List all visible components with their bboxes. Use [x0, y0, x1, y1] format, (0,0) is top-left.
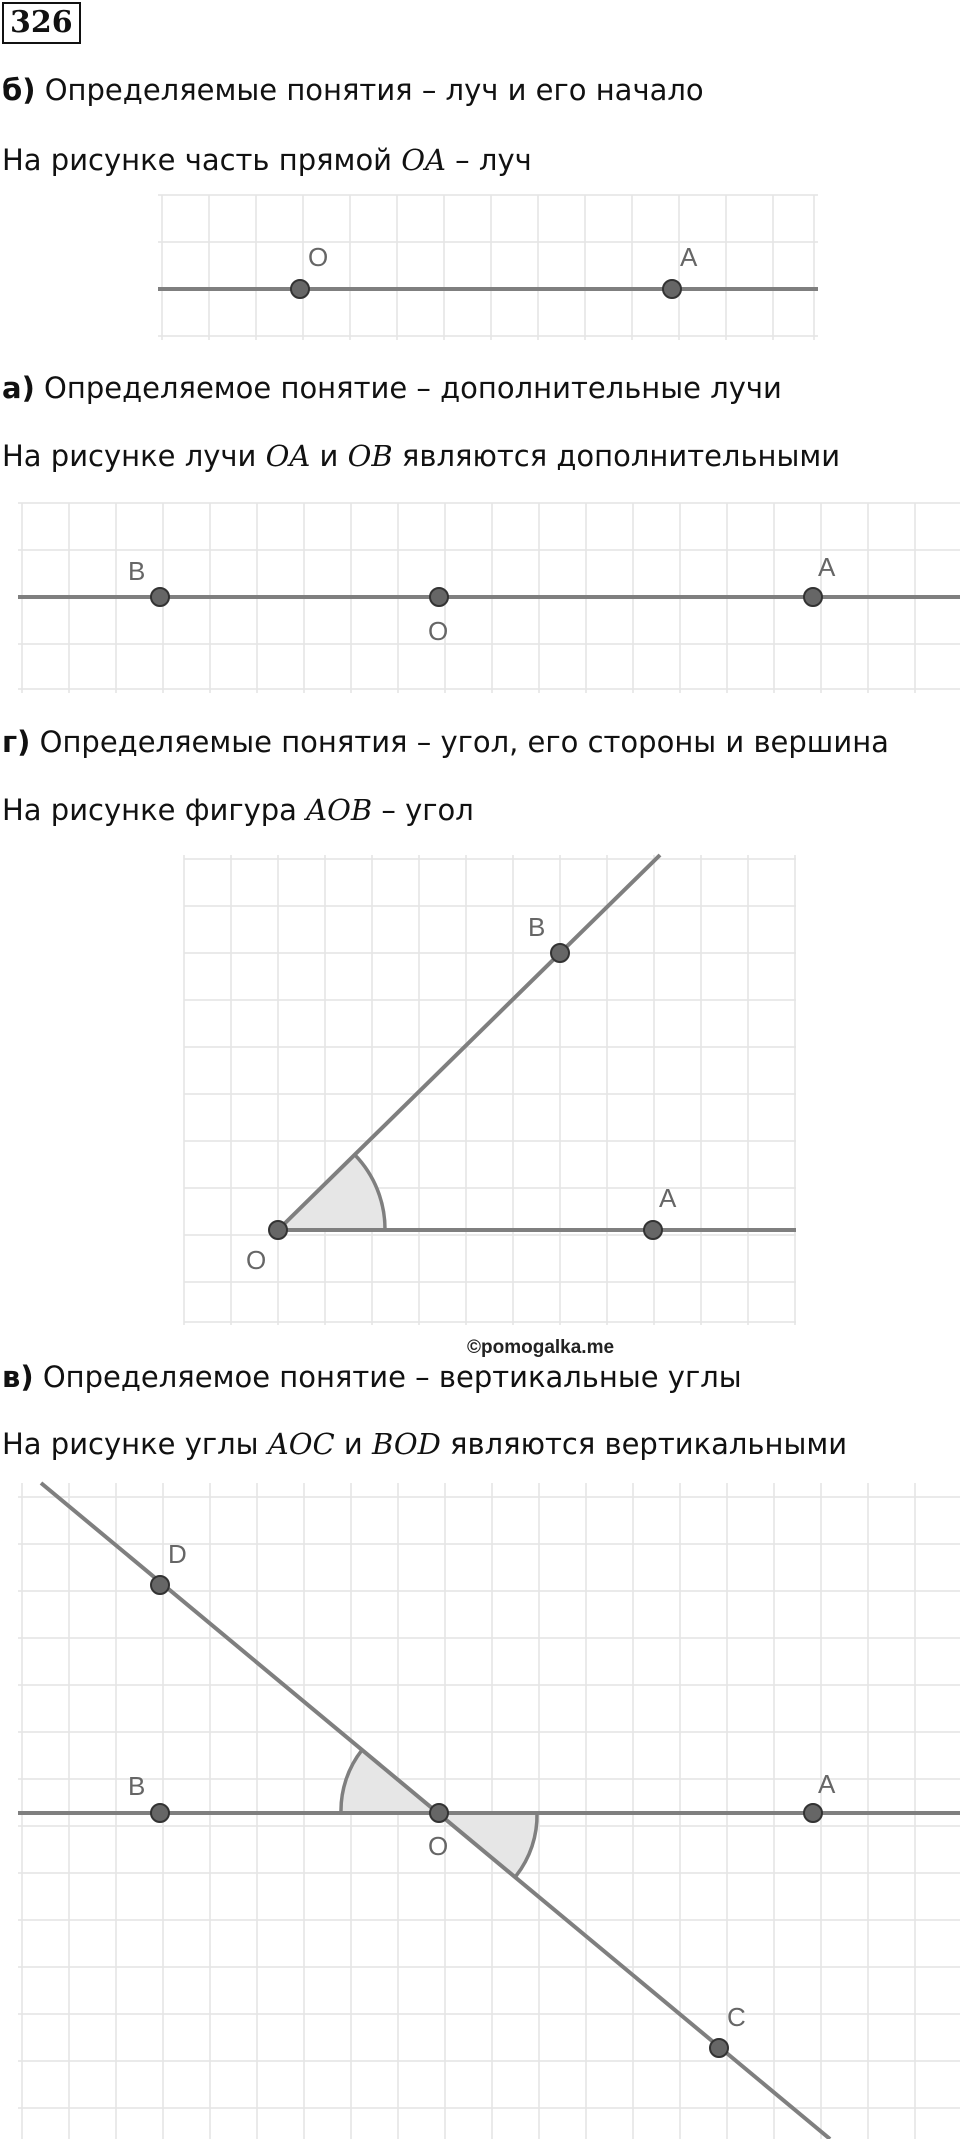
point-b	[151, 588, 169, 606]
math-aoc: AOC	[267, 1427, 335, 1461]
section-letter: а)	[2, 371, 35, 405]
text: – угол	[372, 793, 474, 827]
section-b-text	[2, 141, 532, 179]
heading-text: Определяемое понятие – дополнительные лучи	[44, 371, 782, 405]
label-a: A	[818, 1769, 836, 1799]
text: являются вертикальными	[440, 1427, 848, 1461]
section-b-heading	[2, 71, 704, 109]
section-g-text	[2, 791, 474, 829]
figure-ray	[158, 195, 818, 340]
problem-number: 326	[2, 2, 81, 44]
label-o: O	[308, 242, 329, 272]
heading-text: Определяемые понятия – угол, его стороны и вершина	[39, 725, 889, 759]
label-b: B	[128, 556, 146, 586]
point-o	[291, 280, 309, 298]
text: и	[310, 439, 348, 473]
label-d: D	[168, 1539, 187, 1569]
math-aob: AOB	[306, 793, 373, 827]
text: – луч	[445, 143, 532, 177]
label-a: A	[659, 1183, 677, 1213]
point-b	[151, 1804, 169, 1822]
text: являются дополнительными	[392, 439, 841, 473]
heading-text: Определяемые понятия – луч и его начало	[44, 73, 704, 107]
figure-vertical-angles	[18, 1483, 960, 2139]
point-c	[710, 2039, 728, 2057]
section-letter: в)	[2, 1360, 34, 1394]
section-letter: б)	[2, 73, 36, 107]
label-c: C	[727, 2002, 746, 2032]
section-v-heading	[2, 1358, 742, 1396]
point-a	[644, 1221, 662, 1239]
label-b: B	[128, 1771, 146, 1801]
point-o	[269, 1221, 287, 1239]
point-a	[663, 280, 681, 298]
math-ob: OB	[347, 439, 393, 473]
angle-arc	[278, 1155, 385, 1230]
grid	[158, 195, 818, 340]
watermark: ©pomogalka.me	[467, 1337, 615, 1358]
point-o	[430, 588, 448, 606]
math-oa: OA	[401, 143, 446, 177]
section-a-heading	[2, 369, 782, 407]
label-o: O	[428, 616, 449, 646]
label-b: B	[528, 912, 546, 942]
text: На рисунке лучи	[2, 439, 266, 473]
heading-text: Определяемое понятие – вертикальные углы	[42, 1360, 742, 1394]
point-d	[151, 1576, 169, 1594]
label-a: A	[680, 242, 698, 272]
figure-complementary-rays	[18, 503, 960, 693]
text: и	[334, 1427, 372, 1461]
text: На рисунке углы	[2, 1427, 268, 1461]
math-oa: OA	[265, 439, 311, 473]
section-a-text	[2, 437, 840, 475]
label-o: O	[246, 1245, 267, 1275]
math-bod: BOD	[371, 1427, 441, 1461]
label-a: A	[818, 552, 836, 582]
point-b	[551, 944, 569, 962]
text: На рисунке фигура	[2, 793, 307, 827]
point-a	[804, 588, 822, 606]
ray-ob	[278, 855, 660, 1230]
label-o: O	[428, 1831, 449, 1861]
section-g-heading	[2, 723, 889, 761]
point-a	[804, 1804, 822, 1822]
grid	[184, 855, 796, 1325]
point-o	[430, 1804, 448, 1822]
figure-angle	[184, 855, 796, 1325]
text: На рисунке часть прямой	[2, 143, 402, 177]
section-v-text	[2, 1425, 847, 1463]
section-letter: г)	[2, 725, 31, 759]
